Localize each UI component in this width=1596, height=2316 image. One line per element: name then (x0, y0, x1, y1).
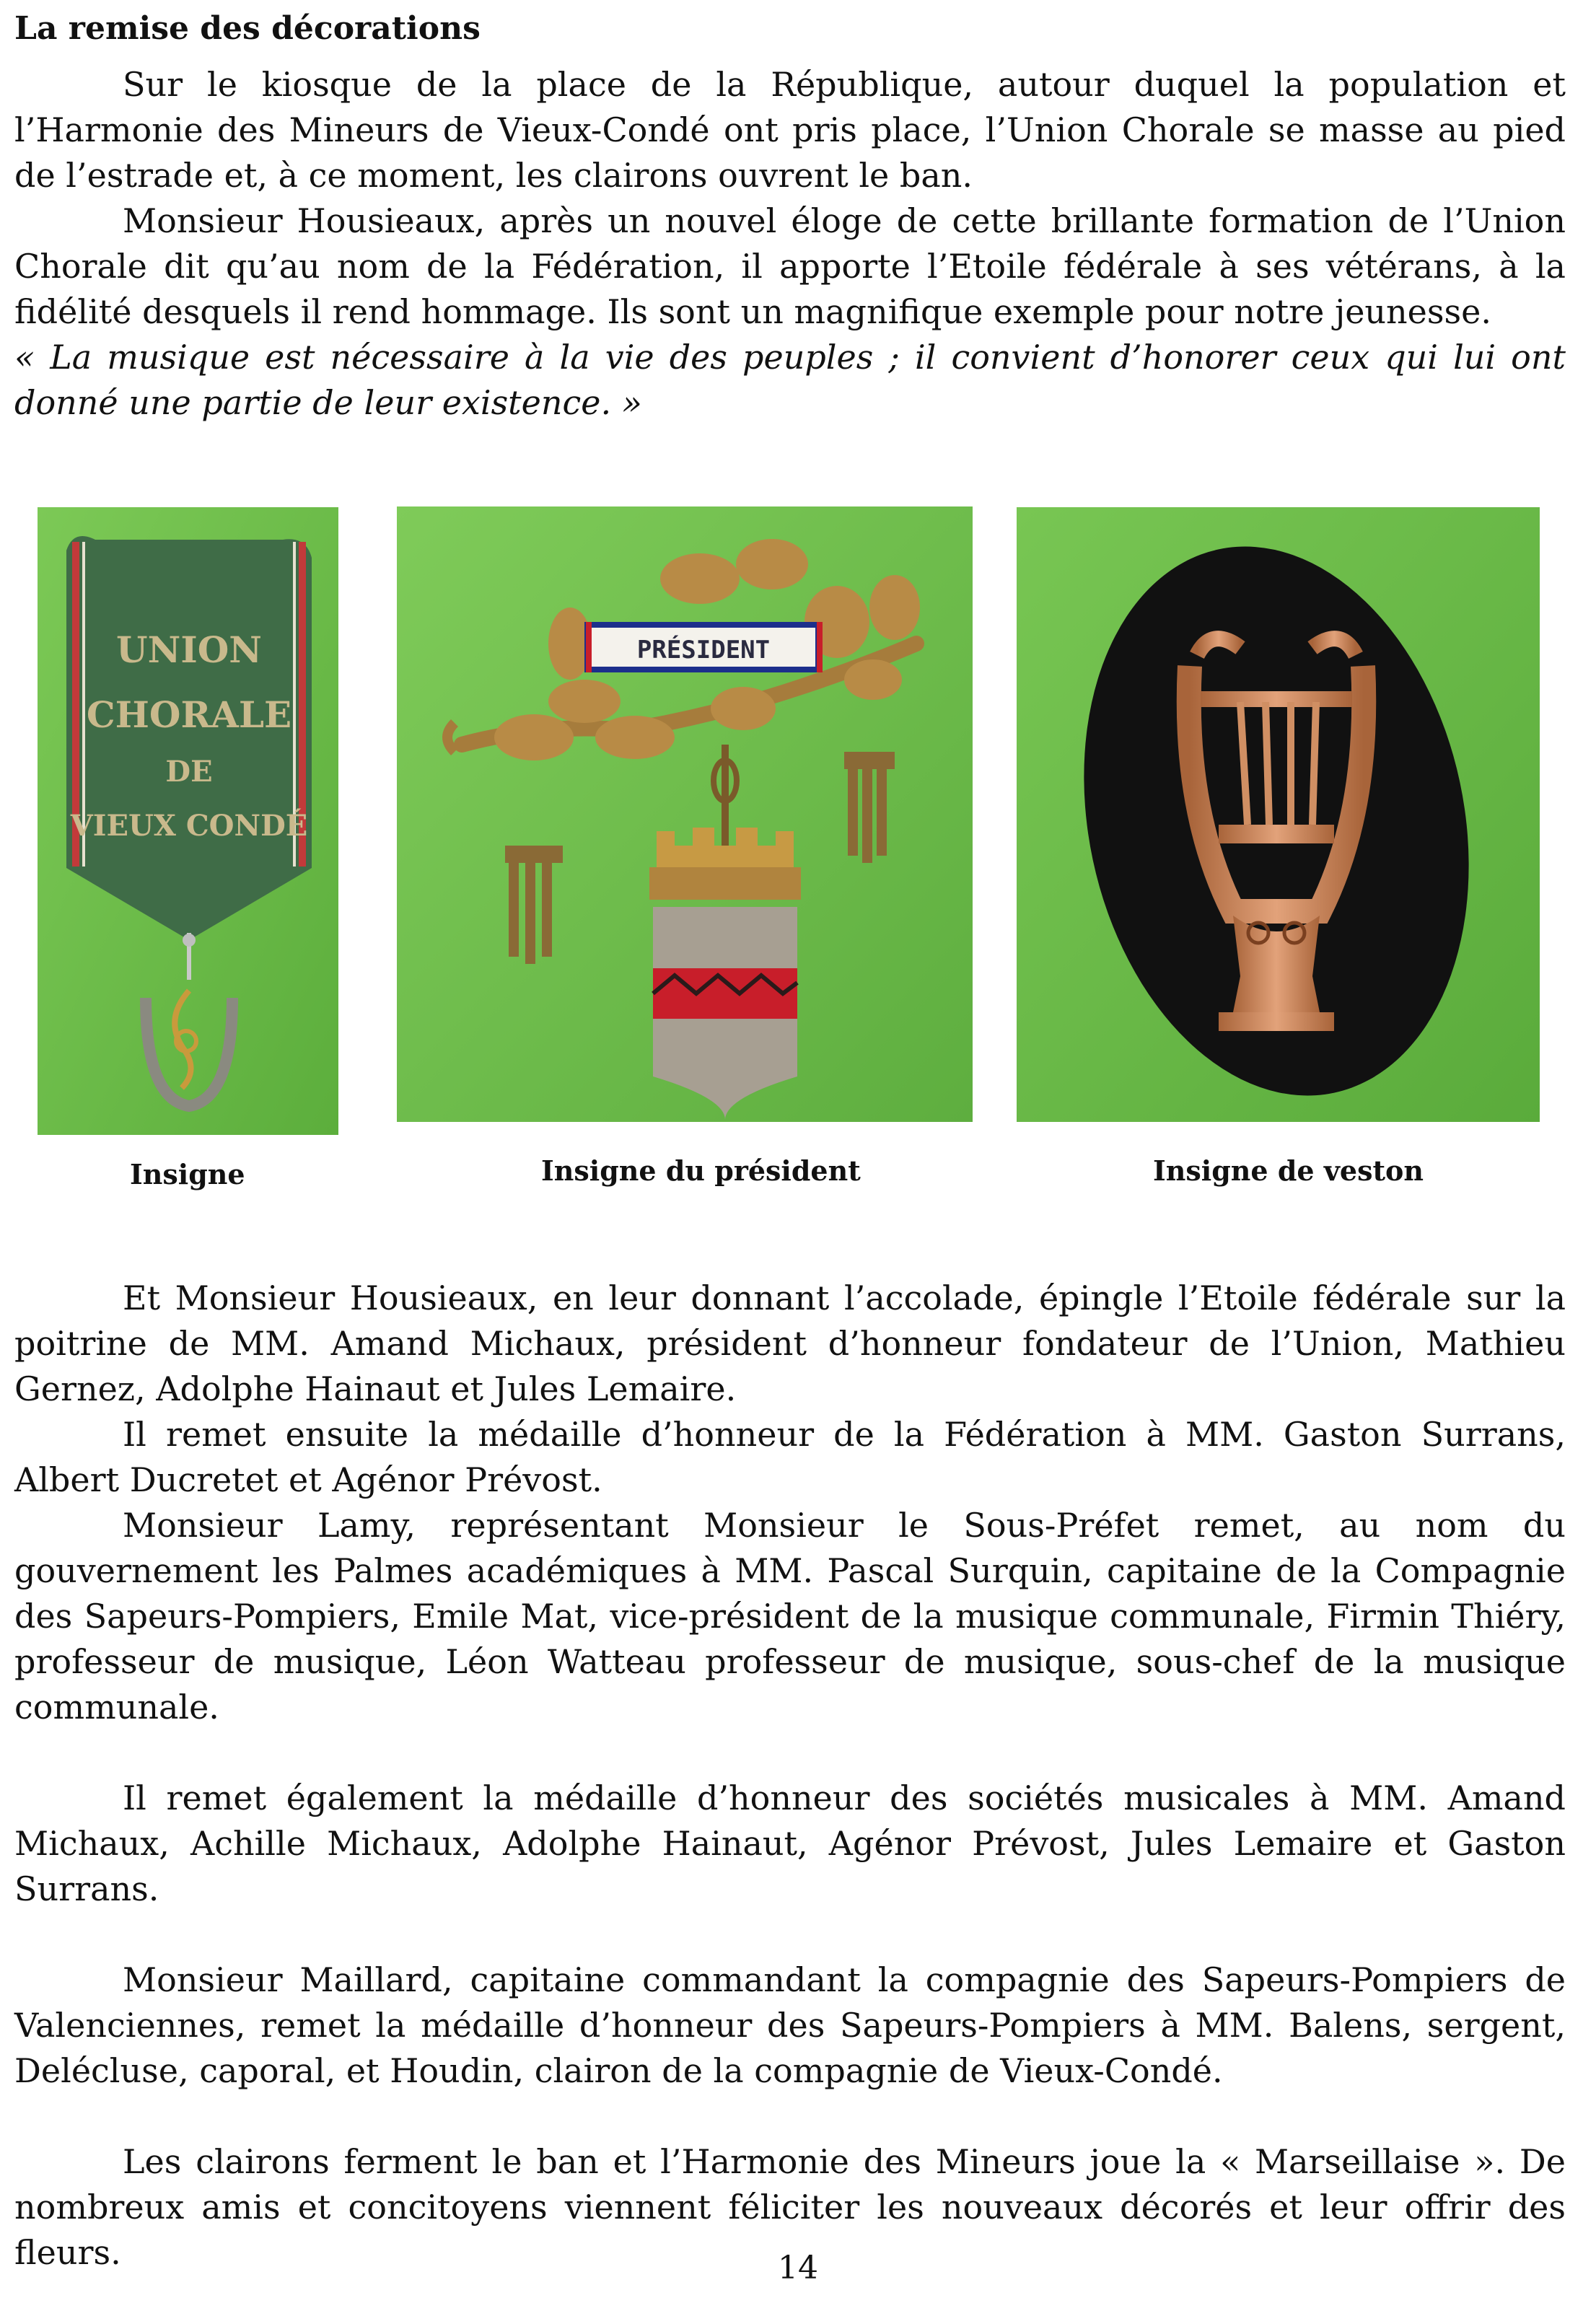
body-text (14, 1276, 1566, 2276)
caption-insigne-de-veston: Insigne de veston (1153, 1154, 1424, 1187)
caption-insigne-du-president: Insigne du président (541, 1154, 861, 1187)
intro-text (14, 62, 1566, 426)
intro-paragraph-2: Monsieur Housieaux, après un nouvel éloge de cette brillante formation de l’Union Chorale dit qu’au nom de la Fédération, il apporte l’Etoile fédérale à ses vétérans, à la fidélité desquels il rend hommage. Ils sont un magnifique exemple pour notre jeunesse. (14, 201, 1566, 331)
ribbon-text-line-4: VIEUX CONDÉ (70, 809, 308, 843)
body-paragraph-1: Et Monsieur Housieaux, en leur donnant l’accolade, épingle l’Etoile fédérale sur la poitrine de MM. Amand Michaux, président d’honneur fondateur de l’Union, Mathieu Gernez, Adolphe Hainaut et Jules Lemaire. (14, 1278, 1566, 1408)
intro-paragraph-1: Sur le kiosque de la place de la République, autour duquel la population et l’Harmonie des Mineurs de Vieux-Condé ont pris place, l’Union Chorale se masse au pied de l’estrade et, à ce moment, les clairons ouvrent le ban. (14, 65, 1566, 195)
body-paragraph-2: Il remet ensuite la médaille d’honneur de la Fédération à MM. Gaston Surrans, Albert Ducretet et Agénor Prévost. (14, 1415, 1566, 1499)
body-paragraph-5: Monsieur Maillard, capitaine commandant la compagnie des Sapeurs-Pompiers de Valenciennes, remet la médaille d’honneur des Sapeurs-Pompiers à MM. Balens, sergent, Delécluse, caporal, et Houdin, clairon de la compagnie de Vieux-Condé. (14, 1960, 1566, 2090)
lapel-badge-image (1017, 507, 1540, 1122)
section-heading: La remise des décorations (14, 10, 481, 47)
ribbon-medal-image (38, 507, 338, 1135)
body-paragraph-3: Monsieur Lamy, représentant Monsieur le Sous-Préfet remet, au nom du gouvernement les Palmes académiques à MM. Pascal Surquin, capitaine de la Compagnie des Sapeurs-Pompiers, Emile Mat, vice-président de la musique communale, Firmin Thiéry, professeur de musique, Léon Watteau professeur de musique, sous-chef de la musique communale. (14, 1506, 1566, 1727)
plate-text: PRÉSIDENT (636, 636, 771, 664)
ribbon-text-line-3: DE (165, 755, 213, 789)
body-paragraph-6: Les clairons ferment le ban et l’Harmonie des Mineurs joue la « Marseillaise ». De nombreux amis et concitoyens viennent féliciter les nouveaux décorés et leur offrir des fleurs. (14, 2142, 1566, 2272)
photo-insigne-de-veston (1017, 507, 1540, 1122)
photo-insigne (38, 507, 338, 1135)
intro-quote: « La musique est nécessaire à la vie des peuples ; il convient d’honorer ceux qui lui ont donné une partie de leur existence. » (14, 338, 1566, 422)
ribbon-text-line-1: UNION (116, 628, 262, 671)
body-paragraph-4: Il remet également la médaille d’honneur des sociétés musicales à MM. Amand Michaux, Achille Michaux, Adolphe Hainaut, Agénor Prévost, Jules Lemaire et Gaston Surrans. (14, 1778, 1566, 1908)
caption-insigne: Insigne (130, 1158, 245, 1190)
photo-insigne-president (397, 506, 973, 1122)
ribbon-text-line-2: CHORALE (86, 693, 292, 736)
page-number: 14 (778, 2250, 818, 2286)
president-badge-image (397, 506, 973, 1122)
